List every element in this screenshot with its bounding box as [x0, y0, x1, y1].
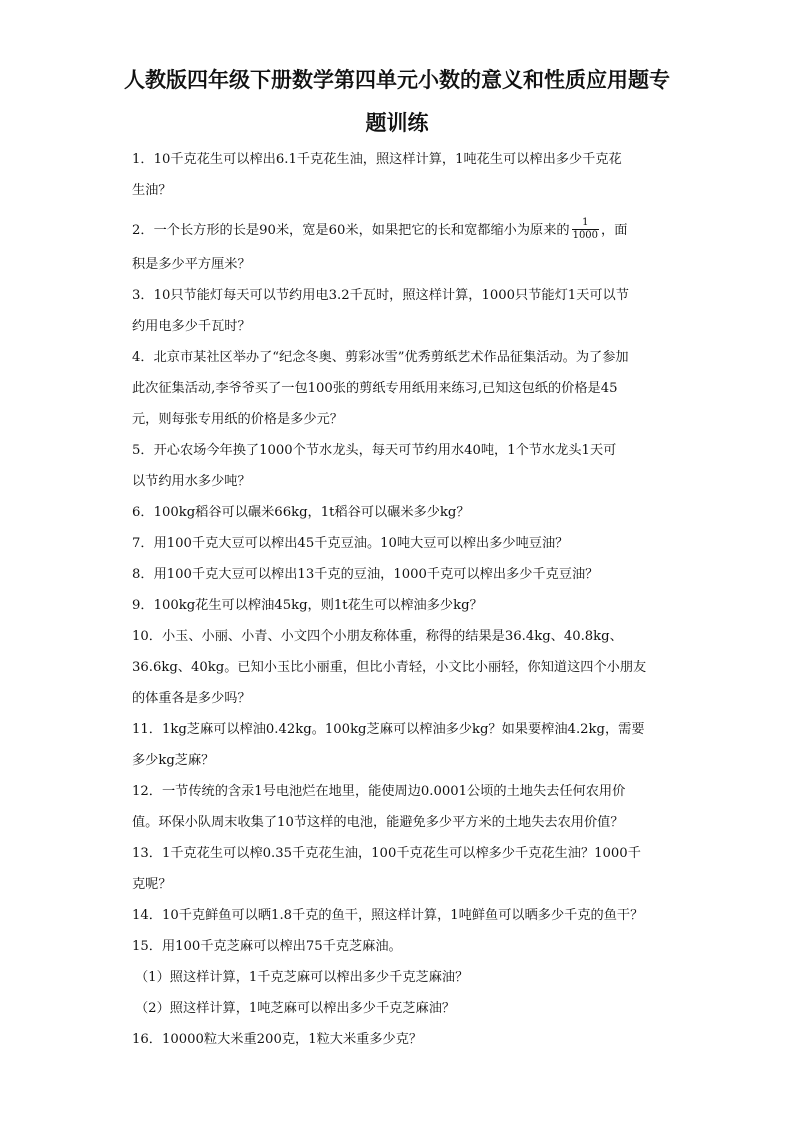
question-12-line-2: 值。环保小队周末收集了10节这样的电池，能避免多少平方米的土地失去农用价值？	[132, 815, 624, 830]
question-1-line-1: 1．10千克花生可以榨出6.1千克花生油，照这样计算，1吨花生可以榨出多少千克花	[132, 152, 622, 167]
question-15: 15．用100千克芝麻可以榨出75千克芝麻油。	[132, 939, 402, 954]
question-10-line-3: 的体重各是多少吗？	[132, 691, 251, 706]
one-thousandth-fraction	[572, 217, 599, 242]
question-16: 16．10000粒大米重200克，1粒大米重多少克？	[132, 1032, 423, 1047]
question-2-text-after-fraction: ，面	[601, 223, 628, 238]
question-15-part-1: （1）照这样计算，1千克芝麻可以榨出多少千克芝麻油？	[135, 970, 469, 985]
question-2-line-2: 积是多少平方厘米？	[132, 257, 251, 272]
document-title-line-1: 人教版四年级下册数学第四单元小数的意义和性质应用题专	[124, 67, 670, 92]
question-6: 6．100kg稻谷可以碾米66kg，1t稻谷可以碾米多少kg？	[132, 505, 470, 520]
question-5-line-2: 以节约用水多少吨？	[132, 474, 251, 489]
question-13-line-1: 13．1千克花生可以榨0.35千克花生油，100千克花生可以榨多少千克花生油？1000千	[132, 846, 641, 861]
question-7: 7．用100千克大豆可以榨出45千克豆油。10吨大豆可以榨出多少吨豆油？	[132, 536, 569, 551]
question-3-line-1: 3．10只节能灯每天可以节约用电3.2千瓦时，照这样计算，1000只节能灯1天可以节	[132, 288, 629, 303]
document-title-line-2: 题训练	[365, 110, 429, 135]
fraction-denominator: 1000	[572, 230, 599, 241]
question-9: 9．100kg花生可以榨油45kg，则1t花生可以榨油多少kg？	[132, 598, 483, 613]
question-14: 14．10千克鲜鱼可以晒1.8千克的鱼干，照这样计算，1吨鲜鱼可以晒多少千克的鱼干？	[132, 908, 644, 923]
question-13-line-2: 克呢？	[132, 877, 172, 892]
question-5-line-1: 5．开心农场今年换了1000个节水龙头，每天可节约用水40吨，1个节水龙头1天可	[132, 443, 617, 458]
question-1-line-2: 生油？	[132, 183, 172, 198]
question-2-line-1	[132, 218, 627, 243]
question-4-line-2: 此次征集活动,李爷爷买了一包100张的剪纸专用纸用来练习,已知这包纸的价格是45	[132, 381, 618, 396]
question-4-line-3: 元，则每张专用纸的价格是多少元？	[132, 412, 343, 427]
question-2-text-before-fraction: 2．一个长方形的长是90米，宽是60米，如果把它的长和宽都缩小为原来的	[132, 223, 570, 238]
question-11-line-1: 11．1kg芝麻可以榨油0.42kg。100kg芝麻可以榨油多少kg？如果要榨油4.2kg，需要	[132, 722, 645, 737]
question-11-line-2: 多少kg芝麻？	[132, 753, 215, 768]
question-8: 8．用100千克大豆可以榨出13千克的豆油，1000千克可以榨出多少千克豆油？	[132, 567, 599, 582]
fraction-numerator: 1	[582, 217, 589, 228]
question-4-line-1: 4．北京市某社区举办了“纪念冬奥、剪彩冰雪”优秀剪纸艺术作品征集活动。为了参加	[132, 350, 629, 365]
question-12-line-1: 12．一节传统的含汞1号电池烂在地里，能使周边0.0001公顷的土地失去任何农用价	[132, 784, 626, 799]
question-3-line-2: 约用电多少千瓦时？	[132, 319, 251, 334]
question-10-line-2: 36.6kg、40kg。已知小玉比小丽重，但比小青轻，小文比小丽轻，你知道这四个小朋友	[132, 660, 647, 675]
question-10-line-1: 10．小玉、小丽、小青、小文四个小朋友称体重，称得的结果是36.4kg、40.8kg、	[132, 629, 623, 644]
question-15-part-2: （2）照这样计算，1吨芝麻可以榨出多少千克芝麻油？	[135, 1001, 456, 1016]
